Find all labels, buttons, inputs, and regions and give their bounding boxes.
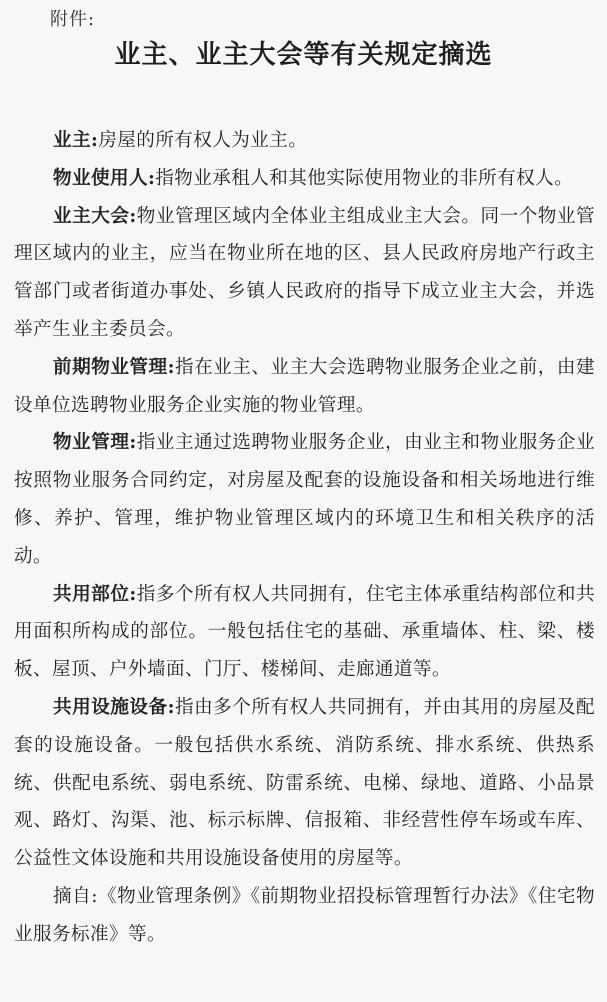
- definition-text: 物业管理区域内全体业主组成业主大会。同一个物业管理区域内的业主，应当在物业所在地的区、县人民政府房地产行政主管部门或者街道办事处、乡镇人民政府的指导下成立业主大会，并选举产生业主委员会。: [14, 205, 595, 340]
- definition-owner: [14, 122, 595, 160]
- definition-term: 业主:: [53, 130, 99, 151]
- definition-text: 房屋的所有权人为业主。: [98, 130, 308, 151]
- source-note: 摘自:《物业管理条例》《前期物业招投标管理暂行办法》《住宅物业服务标准》等。: [14, 885, 595, 945]
- definition-common-parts: [14, 576, 595, 689]
- definition-text: 指业主通过选聘物业服务企业，由业主和物业服务企业按照物业服务合同约定，对房屋及配套的设施设备和相关场地进行维修、养护、管理，维护物业管理区域内的环境卫生和相关秩序的活动。: [14, 432, 595, 567]
- definition-owners-assembly: [14, 198, 595, 349]
- definition-text: 指由多个所有权人共同拥有，并由其用的房屋及配套的设施设备。一般包括供水系统、消防系统、排水系统、供热系统、供配电系统、弱电系统、防雷系统、电梯、绿地、道路、小品景观、路灯、沟渠、池、标示标牌、信报箱、非经营性停车场或车库、公益性文体设施和共用设施设备使用的房屋等。: [14, 696, 595, 870]
- definition-property-user: [14, 160, 595, 198]
- document-body: [14, 122, 595, 954]
- definition-term: 业主大会:: [53, 205, 137, 227]
- definition-term: 物业管理:: [53, 432, 137, 454]
- attachment-label: 附件:: [50, 9, 96, 30]
- definition-term: 共用部位:: [53, 583, 137, 605]
- definition-term: 物业使用人:: [53, 167, 156, 189]
- definition-property-management: [14, 424, 595, 575]
- document-title: 业主、业主大会等有关规定摘选: [114, 40, 493, 70]
- definition-term: 共用设施设备:: [53, 696, 175, 718]
- definition-term: 前期物业管理:: [53, 356, 175, 378]
- definition-text: 指物业承租人和其他实际使用物业的非所有权人。: [155, 167, 574, 189]
- definition-text: 指在业主、业主大会选聘物业服务企业之前，由建设单位选聘物业服务企业实施的物业管理。: [14, 356, 595, 416]
- definition-common-facilities: [14, 689, 595, 878]
- definition-text: 指多个所有权人共同拥有，住宅主体承重结构部位和共用面积所构成的部位。一般包括住宅的基础、承重墙体、柱、梁、楼板、屋顶、户外墙面、门厅、楼梯间、走廊通道等。: [14, 583, 595, 681]
- definition-preliminary-management: [14, 349, 595, 425]
